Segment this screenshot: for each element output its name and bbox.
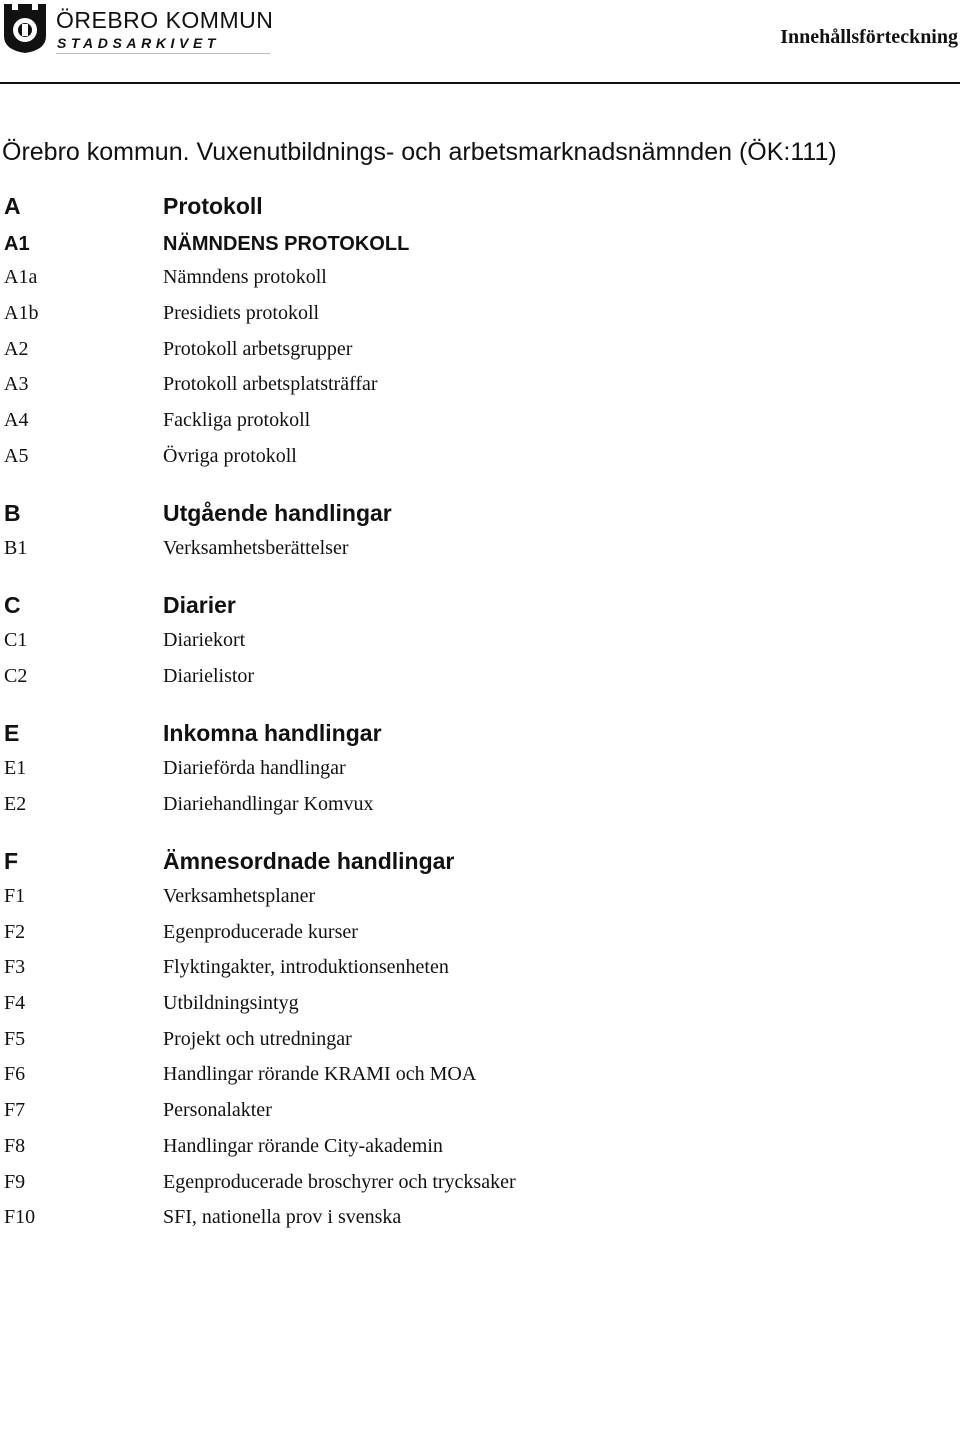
logo-subtitle: STADSARKIVET: [57, 35, 221, 51]
entry-label: Presidiets protokoll: [163, 302, 320, 324]
header-divider: [0, 82, 960, 84]
entry-label: Diariekort: [163, 629, 246, 651]
entry-code: A1a: [4, 266, 38, 288]
entry-code: C1: [4, 629, 28, 651]
entry-label: NÄMNDENS PROTOKOLL: [163, 233, 410, 255]
entry-label: Personalakter: [163, 1099, 272, 1121]
entry-label: Protokoll: [163, 193, 263, 219]
document-title: Örebro kommun. Vuxenutbildnings- och arbetsmarknadsnämnden (ÖK:111): [2, 138, 837, 166]
entry-label: Handlingar rörande KRAMI och MOA: [163, 1063, 477, 1085]
entry-code: C: [4, 592, 21, 618]
entry-label: Verksamhetsplaner: [163, 885, 316, 907]
entry-code: A2: [4, 338, 29, 360]
entry-label: Utbildningsintyg: [163, 992, 299, 1014]
entry-label: Projekt och utredningar: [163, 1028, 352, 1050]
entry-code: A1: [4, 233, 30, 255]
entry-label: Diarier: [163, 592, 236, 618]
entry-code: F: [4, 848, 19, 874]
entry-label: Inkomna handlingar: [163, 720, 382, 746]
entry-code: A1b: [4, 302, 39, 324]
entry-label: Utgående handlingar: [163, 500, 392, 526]
entry-code: B1: [4, 537, 28, 559]
entry-label: Handlingar rörande City-akademin: [163, 1135, 443, 1157]
entry-label: SFI, nationella prov i svenska: [163, 1206, 402, 1228]
entry-code: F1: [4, 885, 26, 907]
page-header: [0, 0, 960, 84]
entry-code: E1: [4, 757, 27, 779]
entry-label: Verksamhetsberättelser: [163, 537, 349, 559]
entry-code: F3: [4, 956, 26, 978]
entry-code: F5: [4, 1028, 26, 1050]
entry-label: Protokoll arbetsplatsträffar: [163, 373, 378, 395]
entry-code: E: [4, 720, 20, 746]
entry-code: A4: [4, 409, 29, 431]
entry-label: Ämnesordnade handlingar: [163, 848, 455, 874]
entry-label: Fackliga protokoll: [163, 409, 311, 431]
entry-label: Nämndens protokoll: [163, 266, 327, 288]
entry-code: F10: [4, 1206, 36, 1228]
entry-label: Diariehandlingar Komvux: [163, 793, 374, 815]
entry-code: F4: [4, 992, 26, 1014]
entry-label: Flyktingakter, introduktionsenheten: [163, 956, 449, 978]
orebro-kommun-logo: [2, 2, 274, 54]
logo-name: ÖREBRO KOMMUN: [56, 7, 274, 33]
entry-label: Diarieförda handlingar: [163, 757, 346, 779]
entry-code: F9: [4, 1171, 26, 1193]
entry-code: E2: [4, 793, 27, 815]
entry-code: B: [4, 500, 21, 526]
entry-label: Protokoll arbetsgrupper: [163, 338, 353, 360]
entry-code: A3: [4, 373, 29, 395]
entry-code: A: [4, 193, 21, 219]
entry-label: Egenproducerade broschyrer och trycksaker: [163, 1171, 516, 1193]
entry-code: A5: [4, 445, 29, 467]
entry-code: F6: [4, 1063, 26, 1085]
castle-emblem-icon: [2, 2, 48, 54]
logo-divider: [56, 53, 270, 54]
entry-label: Diarielistor: [163, 665, 255, 687]
document-type: Innehållsförteckning: [780, 26, 958, 48]
entry-label: Egenproducerade kurser: [163, 921, 358, 943]
entry-code: F2: [4, 921, 26, 943]
entry-label: Övriga protokoll: [163, 445, 297, 467]
entry-code: F7: [4, 1099, 26, 1121]
entry-code: F8: [4, 1135, 26, 1157]
entry-code: C2: [4, 665, 28, 687]
